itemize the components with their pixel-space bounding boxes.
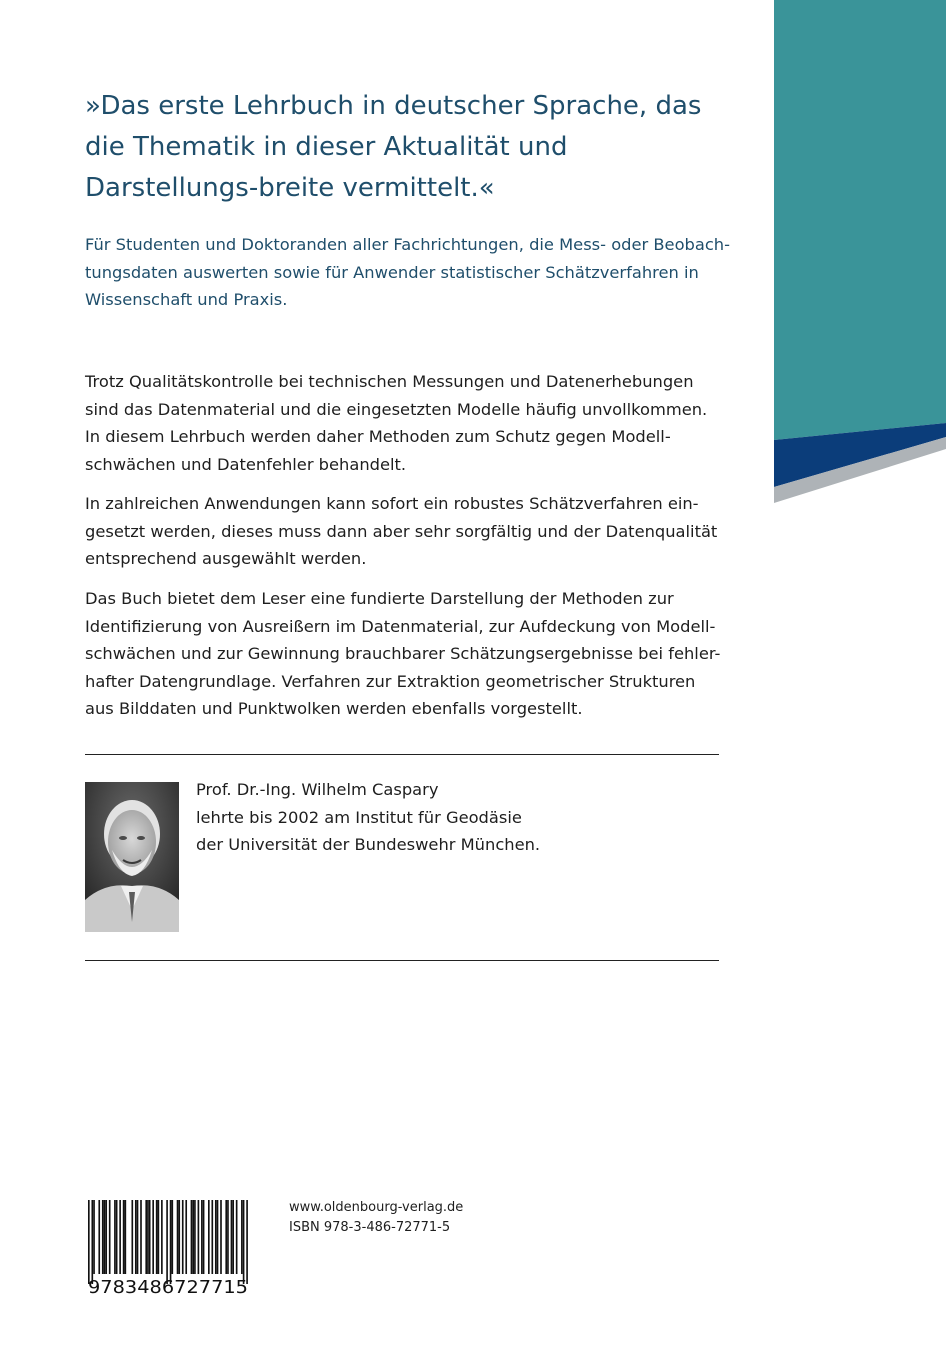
barcode-bar bbox=[215, 1200, 217, 1274]
barcode-bar bbox=[227, 1200, 229, 1274]
barcode-bar bbox=[211, 1200, 213, 1274]
barcode-bar bbox=[198, 1200, 200, 1274]
barcode-bar bbox=[149, 1200, 151, 1274]
barcode-bar bbox=[93, 1200, 95, 1274]
barcode-bar bbox=[194, 1200, 196, 1274]
barcode-bar bbox=[208, 1200, 210, 1274]
barcode-bar bbox=[192, 1200, 194, 1274]
corner-decoration bbox=[774, 0, 946, 505]
barcode-bar bbox=[161, 1200, 163, 1274]
barcode-bar bbox=[243, 1200, 245, 1284]
barcode-bar bbox=[147, 1200, 149, 1274]
barcode-bar bbox=[170, 1200, 172, 1284]
barcode-bar bbox=[185, 1200, 187, 1274]
teal-block bbox=[774, 0, 946, 440]
barcode-bar bbox=[177, 1200, 179, 1274]
barcode-bar bbox=[231, 1200, 233, 1274]
barcode-bar bbox=[140, 1200, 142, 1274]
barcode-bar bbox=[114, 1200, 116, 1274]
barcode-bar bbox=[91, 1200, 93, 1284]
barcode-bar bbox=[137, 1200, 139, 1274]
barcode-bar bbox=[123, 1200, 125, 1274]
barcode-bar bbox=[152, 1200, 154, 1274]
barcode-bar bbox=[135, 1200, 137, 1274]
barcode-bar bbox=[241, 1200, 243, 1274]
barcode-bars bbox=[88, 1200, 248, 1284]
barcode-bar bbox=[220, 1200, 222, 1274]
author-bio bbox=[196, 776, 696, 859]
barcode-bar bbox=[131, 1200, 133, 1274]
barcode-bar bbox=[145, 1200, 147, 1274]
author-bio-line-2: lehrte bis 2002 am Institut für Geodäsie bbox=[196, 807, 522, 827]
headline-quote: »Das erste Lehrbuch in deutscher Sprache, das die Thematik in dieser Aktualität und Darstellungs-breite vermittelt.« bbox=[85, 91, 702, 203]
barcode-bar bbox=[232, 1200, 234, 1274]
barcode-bar bbox=[236, 1200, 238, 1274]
publisher-info bbox=[289, 1198, 589, 1238]
barcode-bar bbox=[171, 1200, 173, 1274]
barcode-bar bbox=[246, 1200, 248, 1284]
body-paragraph-3: Das Buch bietet dem Leser eine fundierte Darstellung der Methoden zur Identifizierung von Ausreißern im Datenmaterial, zur Aufdeckung von Modell-schwächen und zur Gewinnung brauchbarer Schätzungsergebnisse bei fehler-hafter Datengrundlage. Verfahren zur Extraktion geometrischer Strukturen aus Bilddaten und Punktwolken werden ebenfalls vorgestellt. bbox=[85, 589, 721, 718]
barcode-bar bbox=[182, 1200, 184, 1274]
barcode-bar bbox=[119, 1200, 121, 1274]
barcode-bar bbox=[191, 1200, 193, 1274]
author-portrait bbox=[85, 782, 179, 932]
barcode-bar bbox=[125, 1200, 127, 1274]
barcode-bar bbox=[225, 1200, 227, 1274]
divider-bottom bbox=[85, 960, 719, 961]
barcode-bar bbox=[156, 1200, 158, 1274]
barcode-bar bbox=[88, 1200, 90, 1284]
barcode-bar bbox=[203, 1200, 205, 1274]
barcode-digits: 9783486727715 bbox=[88, 1277, 248, 1296]
barcode-bar bbox=[201, 1200, 203, 1274]
barcode-bar bbox=[104, 1200, 106, 1274]
body-paragraph-2: In zahlreichen Anwendungen kann sofort ein robustes Schätzverfahren ein-gesetzt werden, dieses muss dann aber sehr sorgfältig und der Datenqualität entsprechend ausgewählt werden. bbox=[85, 494, 718, 568]
barcode-bar bbox=[105, 1200, 107, 1274]
barcode-bar bbox=[109, 1200, 111, 1274]
body-paragraph-1: Trotz Qualitätskontrolle bei technischen Messungen und Datenerhebungen sind das Datenmaterial und die eingesetzten Modelle häufig unvollkommen. In diesem Lehrbuch werden daher Methoden zum Schutz gegen Modell-schwächen und Datenfehler behandelt. bbox=[85, 372, 708, 474]
barcode-bar bbox=[158, 1200, 160, 1274]
barcode-bar bbox=[116, 1200, 118, 1274]
author-name: Prof. Dr.-Ing. Wilhelm Caspary bbox=[196, 780, 439, 799]
barcode-bar bbox=[102, 1200, 104, 1274]
barcode-bar bbox=[98, 1200, 100, 1274]
isbn-number: ISBN 978-3-486-72771-5 bbox=[289, 1220, 451, 1235]
publisher-website: www.oldenbourg-verlag.de bbox=[289, 1200, 464, 1215]
barcode-bar bbox=[217, 1200, 219, 1274]
barcode-bar bbox=[178, 1200, 180, 1274]
target-audience-text: Für Studenten und Doktoranden aller Fachrichtungen, die Mess- oder Beobach-tungsdaten auswerten sowie für Anwender statistischer Schätzverfahren in Wissenschaft und Praxis. bbox=[85, 235, 730, 309]
isbn-barcode bbox=[85, 1200, 251, 1296]
divider-top bbox=[85, 754, 719, 755]
author-bio-line-3: der Universität der Bundeswehr München. bbox=[196, 835, 541, 854]
barcode-bar bbox=[166, 1200, 168, 1284]
